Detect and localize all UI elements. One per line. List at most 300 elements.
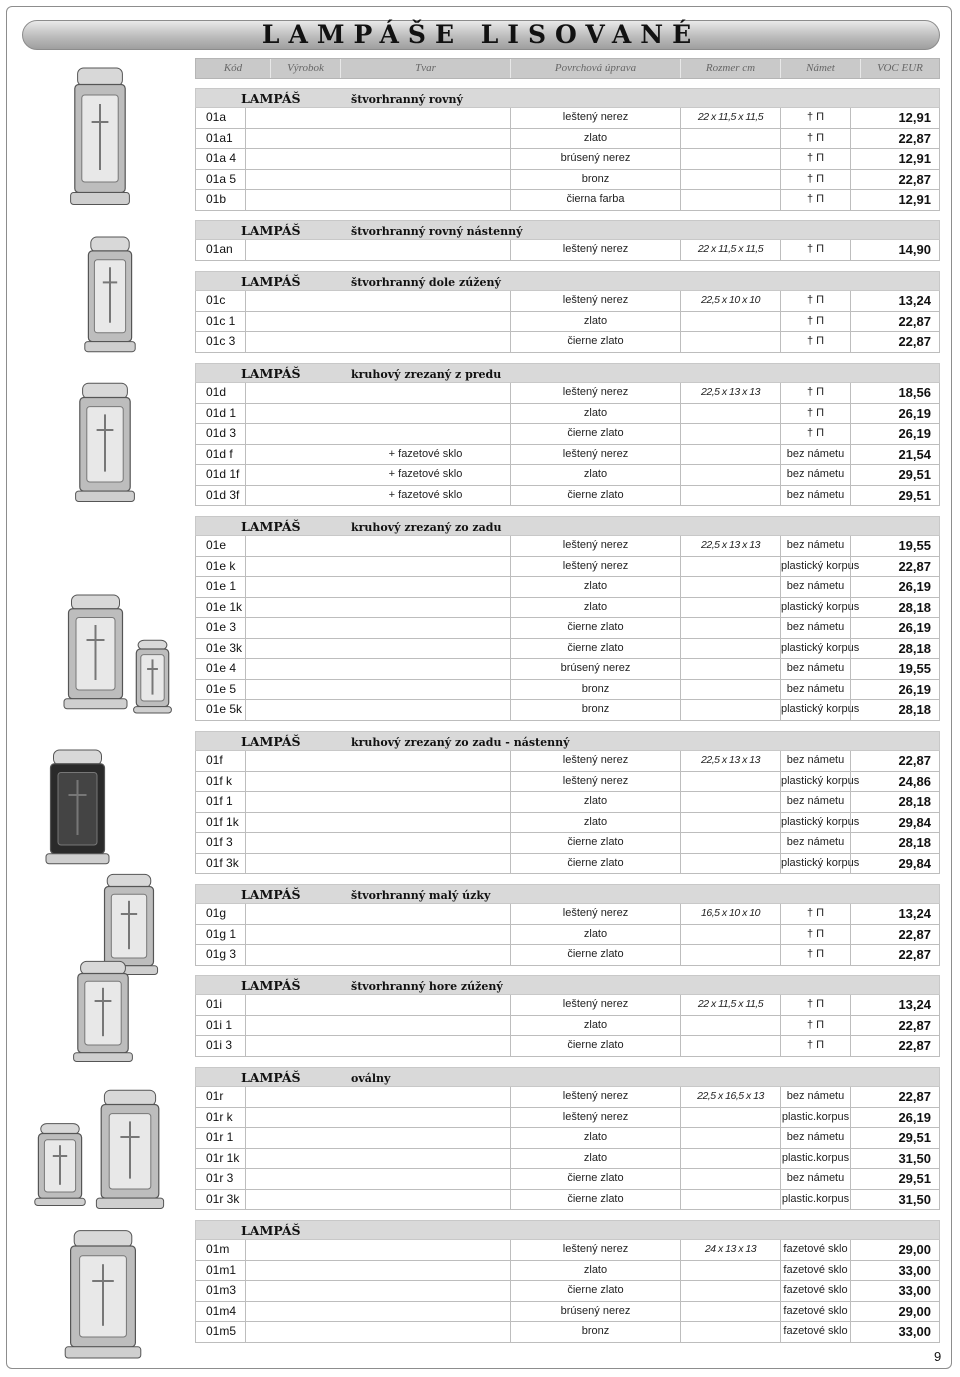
product-section <box>195 731 940 874</box>
section-header <box>195 88 940 108</box>
product-price: 26,19 <box>898 579 931 594</box>
product-name <box>246 149 341 169</box>
product-motif: plastický korpus <box>781 813 851 833</box>
product-section <box>195 363 940 506</box>
product-size <box>681 312 781 332</box>
product-motif: plastický korpus <box>781 598 851 618</box>
product-finish: leštený nerez <box>511 772 681 792</box>
product-code: 01e 4 <box>196 659 246 679</box>
product-shape <box>341 1190 511 1210</box>
product-code: 01d 1 <box>196 404 246 424</box>
product-size <box>681 1016 781 1036</box>
product-code: 01e 3 <box>196 618 246 638</box>
product-section <box>195 1220 940 1343</box>
table-row <box>195 332 940 353</box>
product-name <box>246 925 341 945</box>
product-finish: zlato <box>511 577 681 597</box>
product-shape <box>341 404 511 424</box>
table-row <box>195 751 940 772</box>
header-voc: VOC EUR <box>877 62 923 74</box>
product-motif: bez námetu <box>781 792 851 812</box>
product-motif: † Π <box>781 424 851 444</box>
lantern-image <box>58 590 133 715</box>
product-name <box>246 1190 341 1210</box>
product-size <box>681 639 781 659</box>
product-code: 01r k <box>196 1108 246 1128</box>
product-shape <box>341 995 511 1015</box>
product-motif: † Π <box>781 404 851 424</box>
product-size <box>681 190 781 210</box>
table-row <box>195 170 940 191</box>
product-code: 01b <box>196 190 246 210</box>
table-row <box>195 1281 940 1302</box>
product-finish: zlato <box>511 813 681 833</box>
product-price: 22,87 <box>898 1017 931 1033</box>
product-size <box>681 557 781 577</box>
product-motif: † Π <box>781 945 851 965</box>
product-shape <box>341 312 511 332</box>
product-motif: † Π <box>781 170 851 190</box>
product-size <box>681 1322 781 1342</box>
product-shape <box>341 680 511 700</box>
product-shape <box>341 598 511 618</box>
product-code: 01e 5k <box>196 700 246 720</box>
product-motif: † Π <box>781 149 851 169</box>
product-code: 01a1 <box>196 129 246 149</box>
product-size: 22 x 11,5 x 11,5 <box>681 108 781 128</box>
product-finish: leštený nerez <box>511 536 681 556</box>
product-code: 01d 3f <box>196 486 246 506</box>
product-motif: plastický korpus <box>781 639 851 659</box>
table-row <box>195 383 940 404</box>
product-shape <box>341 1281 511 1301</box>
table-row <box>195 577 940 598</box>
product-motif: bez námetu <box>781 1169 851 1189</box>
section-label: LAMPÁŠ <box>241 1223 301 1238</box>
product-shape: + fazetové sklo <box>341 465 511 485</box>
product-motif: plastický korpus <box>781 854 851 874</box>
table-row <box>195 465 940 486</box>
product-price: 13,24 <box>898 293 931 308</box>
product-name <box>246 557 341 577</box>
table-row <box>195 925 940 946</box>
product-price: 26,19 <box>898 620 931 635</box>
product-size <box>681 854 781 874</box>
product-price: 26,19 <box>898 1109 931 1125</box>
product-finish: zlato <box>511 465 681 485</box>
product-finish: zlato <box>511 404 681 424</box>
product-motif: bez námetu <box>781 1087 851 1107</box>
table-row <box>195 1036 940 1057</box>
section-label: LAMPÁŠ <box>241 91 301 106</box>
product-shape <box>341 1169 511 1189</box>
product-price: 33,00 <box>898 1262 931 1278</box>
table-header <box>195 58 940 79</box>
product-section <box>195 88 940 211</box>
product-shape <box>341 1302 511 1322</box>
product-shape <box>341 424 511 444</box>
product-motif: † Π <box>781 1016 851 1036</box>
product-name <box>246 598 341 618</box>
product-size <box>681 598 781 618</box>
product-motif: plastický korpus <box>781 557 851 577</box>
product-code: 01f k <box>196 772 246 792</box>
product-price: 22,87 <box>898 558 931 574</box>
product-finish: leštený nerez <box>511 291 681 311</box>
product-name <box>246 1322 341 1342</box>
product-code: 01f <box>196 751 246 771</box>
product-motif: bez námetu <box>781 577 851 597</box>
table-row <box>195 536 940 557</box>
product-code: 01i 3 <box>196 1036 246 1056</box>
product-name <box>246 904 341 924</box>
product-finish: leštený nerez <box>511 108 681 128</box>
product-size: 22,5 x 10 x 10 <box>681 291 781 311</box>
section-label: LAMPÁŠ <box>241 978 301 993</box>
product-shape <box>341 1149 511 1169</box>
table-row <box>195 190 940 211</box>
product-price: 28,18 <box>898 640 931 656</box>
header-namet: Námet <box>781 59 861 78</box>
product-size <box>681 813 781 833</box>
product-motif: plastic.korpus <box>781 1190 851 1210</box>
section-subtitle: kruhový zrezaný zo zadu - nástenný <box>351 736 570 749</box>
product-finish: čierne zlato <box>511 1036 681 1056</box>
product-size: 16,5 x 10 x 10 <box>681 904 781 924</box>
product-shape <box>341 1016 511 1036</box>
product-size <box>681 659 781 679</box>
product-finish: leštený nerez <box>511 1240 681 1260</box>
table-row <box>195 792 940 813</box>
section-subtitle: štvorhranný dole zúžený <box>351 276 501 289</box>
header-tvar: Tvar <box>341 59 511 78</box>
table-row <box>195 945 940 966</box>
product-size <box>681 404 781 424</box>
product-price: 26,19 <box>898 426 931 441</box>
product-motif: bez námetu <box>781 445 851 465</box>
product-finish: zlato <box>511 1016 681 1036</box>
page-title: LAMPÁŠE LISOVANÉ <box>261 20 701 49</box>
product-code: 01m3 <box>196 1281 246 1301</box>
product-finish: čierne zlato <box>511 332 681 352</box>
product-code: 01c 1 <box>196 312 246 332</box>
product-shape <box>341 854 511 874</box>
product-size <box>681 149 781 169</box>
product-price: 18,56 <box>898 385 931 400</box>
product-motif: † Π <box>781 925 851 945</box>
product-size <box>681 577 781 597</box>
product-name <box>246 1108 341 1128</box>
section-subtitle: štvorhranný rovný <box>351 93 463 106</box>
product-size <box>681 1036 781 1056</box>
table-row <box>195 1240 940 1261</box>
product-finish: čierne zlato <box>511 1169 681 1189</box>
product-section <box>195 1067 940 1210</box>
product-motif: † Π <box>781 240 851 260</box>
section-label: LAMPÁŠ <box>241 274 301 289</box>
table-row <box>195 424 940 445</box>
product-finish: bronz <box>511 700 681 720</box>
product-name <box>246 659 341 679</box>
product-finish: brúsený nerez <box>511 149 681 169</box>
product-price: 13,24 <box>898 906 931 921</box>
product-name <box>246 772 341 792</box>
product-finish: čierne zlato <box>511 424 681 444</box>
lantern-image <box>130 637 175 717</box>
product-price: 29,84 <box>898 855 931 871</box>
product-price: 26,19 <box>898 681 931 697</box>
product-price: 22,87 <box>898 1089 931 1104</box>
product-shape <box>341 833 511 853</box>
product-shape: + fazetové sklo <box>341 486 511 506</box>
product-price: 22,87 <box>898 1038 931 1053</box>
product-shape <box>341 536 511 556</box>
product-name <box>246 486 341 506</box>
product-motif: fazetové sklo <box>781 1261 851 1281</box>
table-row <box>195 1087 940 1108</box>
product-code: 01c <box>196 291 246 311</box>
product-motif: † Π <box>781 312 851 332</box>
product-name <box>246 1087 341 1107</box>
product-shape <box>341 577 511 597</box>
product-price: 33,00 <box>898 1283 931 1298</box>
table-row <box>195 772 940 793</box>
product-motif: bez námetu <box>781 618 851 638</box>
product-size <box>681 618 781 638</box>
product-name <box>246 1302 341 1322</box>
product-name <box>246 383 341 403</box>
product-size <box>681 792 781 812</box>
product-size <box>681 1190 781 1210</box>
product-size <box>681 332 781 352</box>
product-code: 01r 1k <box>196 1149 246 1169</box>
product-price: 28,18 <box>898 794 931 809</box>
product-price: 22,87 <box>898 171 931 187</box>
section-header <box>195 975 940 995</box>
product-shape <box>341 1261 511 1281</box>
product-code: 01d 1f <box>196 465 246 485</box>
table-row <box>195 1302 940 1323</box>
product-finish: zlato <box>511 792 681 812</box>
product-price: 24,86 <box>898 773 931 789</box>
product-section <box>195 220 940 261</box>
product-name <box>246 945 341 965</box>
table-row <box>195 904 940 925</box>
product-finish: čierne zlato <box>511 1281 681 1301</box>
product-section <box>195 516 940 721</box>
product-motif: bez námetu <box>781 465 851 485</box>
page-number: 9 <box>934 1349 942 1364</box>
product-motif: † Π <box>781 1036 851 1056</box>
product-motif: † Π <box>781 129 851 149</box>
section-header <box>195 1067 940 1087</box>
product-finish: čierne zlato <box>511 945 681 965</box>
product-size: 22,5 x 13 x 13 <box>681 383 781 403</box>
product-price: 22,87 <box>898 334 931 349</box>
product-shape <box>341 904 511 924</box>
product-code: 01f 3 <box>196 833 246 853</box>
product-price: 21,54 <box>898 446 931 462</box>
product-shape <box>341 1322 511 1342</box>
table-row <box>195 995 940 1016</box>
product-finish: leštený nerez <box>511 557 681 577</box>
section-subtitle: štvorhranný rovný nástenný <box>351 225 523 238</box>
product-price: 29,51 <box>898 487 931 503</box>
product-shape <box>341 700 511 720</box>
product-code: 01an <box>196 240 246 260</box>
product-motif: † Π <box>781 190 851 210</box>
table-row <box>195 598 940 619</box>
table-row <box>195 1190 940 1211</box>
header-kod: Kód <box>196 59 271 78</box>
product-price: 13,24 <box>898 997 931 1012</box>
product-motif: bez námetu <box>781 486 851 506</box>
product-price: 12,91 <box>898 151 931 166</box>
product-finish: zlato <box>511 1149 681 1169</box>
product-size: 22 x 11,5 x 11,5 <box>681 995 781 1015</box>
product-price: 22,87 <box>898 130 931 146</box>
lantern-image <box>40 745 115 870</box>
product-size <box>681 945 781 965</box>
product-finish: čierne zlato <box>511 639 681 659</box>
table-row <box>195 486 940 507</box>
product-size <box>681 925 781 945</box>
product-section <box>195 975 940 1057</box>
product-shape <box>341 618 511 638</box>
product-name <box>246 751 341 771</box>
product-name <box>246 404 341 424</box>
product-code: 01e 1k <box>196 598 246 618</box>
section-header <box>195 363 940 383</box>
product-shape <box>341 639 511 659</box>
product-name <box>246 129 341 149</box>
product-price: 31,50 <box>898 1191 931 1207</box>
table-row <box>195 1149 940 1170</box>
table-row <box>195 240 940 261</box>
product-name <box>246 312 341 332</box>
section-label: LAMPÁŠ <box>241 223 301 238</box>
table-row <box>195 833 940 854</box>
product-code: 01m5 <box>196 1322 246 1342</box>
product-code: 01m4 <box>196 1302 246 1322</box>
table-row <box>195 557 940 578</box>
section-header <box>195 884 940 904</box>
table-row <box>195 291 940 312</box>
product-shape <box>341 383 511 403</box>
product-size <box>681 1128 781 1148</box>
product-size: 24 x 13 x 13 <box>681 1240 781 1260</box>
product-section <box>195 884 940 966</box>
section-header <box>195 731 940 751</box>
product-name <box>246 332 341 352</box>
product-name <box>246 108 341 128</box>
product-code: 01g 3 <box>196 945 246 965</box>
product-shape <box>341 1087 511 1107</box>
product-shape <box>341 772 511 792</box>
product-name <box>246 700 341 720</box>
product-shape <box>341 945 511 965</box>
product-shape <box>341 659 511 679</box>
product-name <box>246 170 341 190</box>
product-finish: bronz <box>511 1322 681 1342</box>
product-code: 01d <box>196 383 246 403</box>
product-name <box>246 577 341 597</box>
product-price: 33,00 <box>898 1324 931 1339</box>
product-finish: leštený nerez <box>511 904 681 924</box>
product-name <box>246 618 341 638</box>
product-size: 22 x 11,5 x 11,5 <box>681 240 781 260</box>
product-motif: fazetové sklo <box>781 1240 851 1260</box>
product-code: 01e k <box>196 557 246 577</box>
product-code: 01r 1 <box>196 1128 246 1148</box>
product-price: 29,51 <box>898 467 931 482</box>
product-code: 01r 3k <box>196 1190 246 1210</box>
product-motif: bez námetu <box>781 833 851 853</box>
product-name <box>246 1261 341 1281</box>
product-finish: bronz <box>511 170 681 190</box>
product-motif: † Π <box>781 383 851 403</box>
product-price: 19,55 <box>898 661 931 676</box>
table-row <box>195 659 940 680</box>
product-price: 29,84 <box>898 814 931 830</box>
product-price: 22,87 <box>898 753 931 768</box>
product-finish: čierne zlato <box>511 833 681 853</box>
section-header <box>195 220 940 240</box>
product-price: 22,87 <box>898 947 931 962</box>
product-motif: fazetové sklo <box>781 1302 851 1322</box>
product-size <box>681 170 781 190</box>
product-finish: leštený nerez <box>511 995 681 1015</box>
product-finish: bronz <box>511 680 681 700</box>
product-code: 01i 1 <box>196 1016 246 1036</box>
header-rozmer: Rozmer cm <box>681 59 781 78</box>
lantern-image <box>30 1120 90 1210</box>
product-finish: leštený nerez <box>511 240 681 260</box>
product-finish: leštený nerez <box>511 383 681 403</box>
product-price: 28,18 <box>898 599 931 615</box>
product-shape <box>341 129 511 149</box>
section-label: LAMPÁŠ <box>241 366 301 381</box>
product-size: 22,5 x 13 x 13 <box>681 536 781 556</box>
table-row <box>195 813 940 834</box>
product-price: 22,87 <box>898 926 931 942</box>
product-name <box>246 1169 341 1189</box>
product-name <box>246 813 341 833</box>
product-name <box>246 639 341 659</box>
product-shape <box>341 149 511 169</box>
product-size: 22,5 x 13 x 13 <box>681 751 781 771</box>
section-subtitle: kruhový zrezaný zo zadu <box>351 521 502 534</box>
product-price: 29,51 <box>898 1171 931 1186</box>
product-size <box>681 772 781 792</box>
product-finish: zlato <box>511 312 681 332</box>
product-code: 01g <box>196 904 246 924</box>
table-row <box>195 1016 940 1037</box>
product-code: 01f 1 <box>196 792 246 812</box>
product-size <box>681 1149 781 1169</box>
product-name <box>246 1149 341 1169</box>
product-code: 01d 3 <box>196 424 246 444</box>
product-shape <box>341 792 511 812</box>
product-code: 01e 5 <box>196 680 246 700</box>
product-finish: čierne zlato <box>511 618 681 638</box>
product-name <box>246 536 341 556</box>
table-row <box>195 445 940 466</box>
product-name <box>246 792 341 812</box>
product-size <box>681 465 781 485</box>
product-code: 01f 3k <box>196 854 246 874</box>
product-price: 29,00 <box>898 1242 931 1257</box>
